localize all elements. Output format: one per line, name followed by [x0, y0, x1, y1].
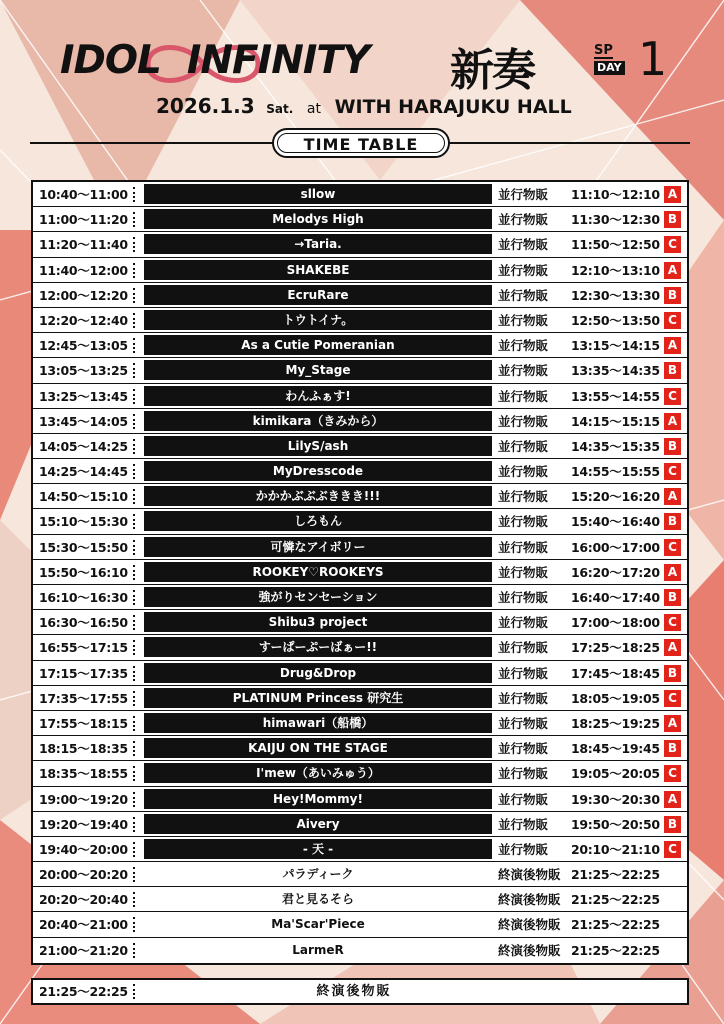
- merch-type: 並行物販: [498, 312, 549, 328]
- logo-sp: SP: [594, 43, 613, 58]
- logo-title: [60, 38, 369, 83]
- merch-time: 17:25～18:25: [571, 640, 660, 656]
- act-name: kimikara（きみから）: [144, 411, 492, 431]
- table-row: [33, 258, 687, 283]
- logo-day: DAY: [594, 61, 625, 75]
- performance-time: 11:00～11:20: [39, 212, 128, 228]
- row-separator: [133, 313, 135, 328]
- event-date: 2026.1.3: [156, 94, 255, 118]
- stage-badge: B: [664, 211, 681, 228]
- row-separator: [133, 615, 135, 630]
- section-title: [272, 128, 450, 158]
- stage-badge: A: [664, 262, 681, 279]
- merch-time: 14:15～15:15: [571, 413, 660, 429]
- act-name: As a Cutie Pomeranian: [144, 335, 492, 355]
- act-name: Drug&Drop: [144, 663, 492, 683]
- merch-time: 11:30～12:30: [571, 212, 660, 228]
- merch-time: 21:25～22:25: [571, 942, 660, 958]
- table-row: [33, 283, 687, 308]
- table-row: [33, 661, 687, 686]
- act-name: しろもん: [144, 511, 492, 531]
- section-title-inner-border: [277, 133, 445, 153]
- merch-type: 並行物販: [498, 640, 549, 656]
- merch-type: 並行物販: [498, 413, 549, 429]
- performance-time: 17:55～18:15: [39, 715, 128, 731]
- merch-time: 19:50～20:50: [571, 816, 660, 832]
- table-row: [33, 686, 687, 711]
- merch-time: 12:30～13:30: [571, 287, 660, 303]
- act-name: すーぱーぷーばぁー!!: [144, 637, 492, 657]
- table-row: [33, 585, 687, 610]
- stage-badge: A: [664, 488, 681, 505]
- row-separator: [133, 691, 135, 706]
- merch-type: 並行物販: [498, 841, 549, 857]
- stage-badge: B: [664, 665, 681, 682]
- act-name: LarmeR: [144, 940, 492, 960]
- performance-time: 11:40～12:00: [39, 262, 128, 278]
- merch-type: 終演後物販: [498, 892, 561, 908]
- merch-time: 13:35～14:35: [571, 363, 660, 379]
- stage-badge: B: [664, 438, 681, 455]
- merch-type: 並行物販: [498, 464, 549, 480]
- logo-text-idol: IDOL: [60, 38, 161, 83]
- merch-type: 並行物販: [498, 489, 549, 505]
- table-row: [33, 736, 687, 761]
- merch-time: 16:40～17:40: [571, 590, 660, 605]
- performance-time: 15:30～15:50: [39, 539, 128, 555]
- performance-time: 18:35～18:55: [39, 766, 128, 782]
- table-row: [33, 434, 687, 459]
- final-merch-row: [31, 978, 689, 1005]
- table-row: [33, 232, 687, 257]
- merch-time: 17:45～18:45: [571, 665, 660, 681]
- stage-badge: C: [664, 614, 681, 631]
- act-name: パラディーク: [144, 864, 492, 884]
- table-row: [33, 560, 687, 585]
- act-name: Melodys High: [144, 209, 492, 229]
- performance-time: 17:15～17:35: [39, 665, 128, 681]
- merch-time: 15:40～16:40: [571, 514, 660, 530]
- performance-time: 16:30～16:50: [39, 615, 128, 631]
- row-separator: [133, 842, 135, 857]
- merch-time: 19:05～20:05: [571, 766, 660, 782]
- act-name: PLATINUM Princess 研究生: [144, 688, 492, 708]
- logo-shinsou: 新奏: [450, 45, 534, 96]
- stage-badge: A: [664, 715, 681, 732]
- merch-type: 並行物販: [498, 665, 549, 681]
- performance-time: 20:20～20:40: [39, 892, 128, 908]
- act-name: →Taria.: [144, 234, 492, 254]
- table-row: [33, 761, 687, 786]
- merch-time: 18:25～19:25: [571, 715, 660, 731]
- row-separator: [133, 464, 135, 479]
- stage-badge: A: [664, 413, 681, 430]
- act-name: かかかぶぶぶききき!!!: [144, 486, 492, 506]
- table-row: [33, 887, 687, 912]
- merch-type: 終演後物販: [498, 942, 561, 958]
- performance-time: 15:10～15:30: [39, 514, 128, 530]
- merch-type: 並行物販: [498, 212, 549, 228]
- merch-time: 16:20～17:20: [571, 564, 660, 580]
- row-separator: [133, 917, 135, 932]
- table-row: [33, 787, 687, 812]
- row-separator: [133, 984, 135, 999]
- table-row: [33, 484, 687, 509]
- act-name: sllow: [144, 184, 492, 204]
- merch-time: 14:55～15:55: [571, 464, 660, 480]
- table-row: [33, 610, 687, 635]
- row-separator: [133, 817, 135, 832]
- stage-badge: A: [664, 337, 681, 354]
- merch-time: 13:55～14:55: [571, 388, 660, 404]
- performance-time: 16:10～16:30: [39, 590, 128, 605]
- performance-time: 10:40～11:00: [39, 187, 128, 202]
- stage-badge: C: [664, 765, 681, 782]
- merch-time: 17:00～18:00: [571, 615, 660, 631]
- performance-time: 14:05～14:25: [39, 438, 128, 454]
- merch-time: 18:05～19:05: [571, 690, 660, 706]
- act-name: LilyS/ash: [144, 436, 492, 456]
- row-separator: [133, 237, 135, 252]
- table-row: [33, 862, 687, 887]
- stage-badge: C: [664, 312, 681, 329]
- merch-time: 19:30～20:30: [571, 791, 660, 807]
- merch-type: 並行物販: [498, 741, 549, 757]
- row-separator: [133, 363, 135, 378]
- row-separator: [133, 565, 135, 580]
- act-name: Aivery: [144, 814, 492, 834]
- stage-badge: B: [664, 589, 681, 606]
- merch-time: 14:35～15:35: [571, 438, 660, 454]
- merch-time: 13:15～14:15: [571, 338, 660, 354]
- table-row: [33, 207, 687, 232]
- performance-time: 13:05～13:25: [39, 363, 128, 379]
- row-separator: [133, 716, 135, 731]
- merch-type: 並行物販: [498, 564, 549, 580]
- merch-type: 並行物販: [498, 287, 549, 303]
- merch-time: 11:50～12:50: [571, 237, 660, 253]
- row-separator: [133, 640, 135, 655]
- row-separator: [133, 489, 135, 504]
- row-separator: [133, 540, 135, 555]
- act-name: Ma'Scar'Piece: [144, 914, 492, 934]
- row-separator: [133, 212, 135, 227]
- row-separator: [133, 338, 135, 353]
- performance-time: 19:00～19:20: [39, 791, 128, 807]
- table-row: [33, 711, 687, 736]
- merch-type: 並行物販: [498, 338, 549, 354]
- merch-type: 並行物販: [498, 363, 549, 379]
- merch-time: 20:10～21:10: [571, 841, 660, 857]
- performance-time: 11:20～11:40: [39, 237, 128, 253]
- performance-time: 14:50～15:10: [39, 489, 128, 505]
- row-separator: [133, 892, 135, 907]
- merch-type: 並行物販: [498, 766, 549, 782]
- merch-type: 終演後物販: [498, 867, 561, 883]
- performance-time: 18:15～18:35: [39, 741, 128, 757]
- stage-badge: B: [664, 287, 681, 304]
- merch-type: 並行物販: [498, 590, 549, 605]
- row-separator: [133, 439, 135, 454]
- merch-type: 並行物販: [498, 791, 549, 807]
- event-weekday: Sat.: [266, 102, 294, 116]
- performance-time: 15:50～16:10: [39, 564, 128, 580]
- merch-type: 終演後物販: [498, 917, 561, 933]
- logo-text-infinity: INFINITY: [186, 38, 370, 83]
- table-row: [33, 938, 687, 963]
- stage-badge: A: [664, 186, 681, 203]
- row-separator: [133, 414, 135, 429]
- performance-time: 19:20～19:40: [39, 816, 128, 832]
- act-name: My_Stage: [144, 360, 492, 380]
- event-at: at: [306, 101, 321, 117]
- row-separator: [133, 263, 135, 278]
- table-row: [33, 409, 687, 434]
- table-row: [33, 182, 687, 207]
- stage-badge: B: [664, 513, 681, 530]
- table-row: [33, 358, 687, 383]
- merch-time: 16:00～17:00: [571, 539, 660, 555]
- act-name: - 天 -: [144, 839, 492, 859]
- act-name: わんふぁす!: [144, 386, 492, 406]
- act-name: 可憐なアイボリー: [144, 537, 492, 557]
- table-row: [33, 535, 687, 560]
- table-row: [33, 459, 687, 484]
- merch-type: 並行物販: [498, 187, 549, 202]
- row-separator: [133, 288, 135, 303]
- table-row: [33, 912, 687, 937]
- merch-time: 12:10～13:10: [571, 262, 660, 278]
- performance-time: 20:00～20:20: [39, 867, 128, 883]
- act-name: 君と見るそら: [144, 889, 492, 909]
- stage-badge: C: [664, 463, 681, 480]
- act-name: himawari（船橋）: [144, 713, 492, 733]
- performance-time: 13:45～14:05: [39, 413, 128, 429]
- stage-badge: B: [664, 362, 681, 379]
- performance-time: 12:45～13:05: [39, 338, 128, 354]
- performance-time: 13:25～13:45: [39, 388, 128, 404]
- logo-day-number: 1: [638, 32, 668, 86]
- act-name: Shibu3 project: [144, 612, 492, 632]
- row-separator: [133, 666, 135, 681]
- act-name: ROOKEY♡ROOKEYS: [144, 562, 492, 582]
- stage-badge: C: [664, 841, 681, 858]
- stage-badge: C: [664, 539, 681, 556]
- stage-badge: A: [664, 791, 681, 808]
- final-merch-label: 終演後物販: [316, 984, 392, 999]
- row-separator: [133, 943, 135, 958]
- stage-badge: C: [664, 388, 681, 405]
- row-separator: [133, 389, 135, 404]
- merch-type: 並行物販: [498, 388, 549, 404]
- merch-time: 15:20～16:20: [571, 489, 660, 505]
- table-row: [33, 509, 687, 534]
- row-separator: [133, 514, 135, 529]
- act-name: EcruRare: [144, 285, 492, 305]
- merch-type: 並行物販: [498, 438, 549, 454]
- merch-type: 並行物販: [498, 715, 549, 731]
- timetable: [31, 180, 689, 965]
- row-separator: [133, 187, 135, 202]
- stage-badge: B: [664, 740, 681, 757]
- stage-badge: C: [664, 236, 681, 253]
- stage-badge: A: [664, 564, 681, 581]
- performance-time: 17:35～17:55: [39, 690, 128, 706]
- merch-type: 並行物販: [498, 262, 549, 278]
- table-row: [33, 384, 687, 409]
- table-row: [33, 812, 687, 837]
- event-date-venue: [156, 94, 572, 118]
- stage-badge: C: [664, 690, 681, 707]
- act-name: Hey!Mommy!: [144, 789, 492, 809]
- performance-time: 14:25～14:45: [39, 464, 128, 480]
- act-name: SHAKEBE: [144, 260, 492, 280]
- merch-time: 21:25～22:25: [571, 917, 660, 933]
- merch-time: 11:10～12:10: [571, 187, 660, 202]
- row-separator: [133, 741, 135, 756]
- event-logo: [58, 32, 668, 96]
- act-name: I'mew（あいみゅう）: [144, 763, 492, 783]
- performance-time: 16:55～17:15: [39, 640, 128, 656]
- table-row: [33, 308, 687, 333]
- event-venue: WITH HARAJUKU HALL: [334, 96, 572, 118]
- merch-time: 18:45～19:45: [571, 741, 660, 757]
- stage-badge: A: [664, 639, 681, 656]
- merch-time: 21:25～22:25: [571, 867, 660, 883]
- final-merch-time: 21:25～22:25: [39, 984, 128, 999]
- act-name: KAIJU ON THE STAGE: [144, 738, 492, 758]
- row-separator: [133, 590, 135, 605]
- act-name: トウトイナ。: [144, 310, 492, 330]
- row-separator: [133, 792, 135, 807]
- merch-type: 並行物販: [498, 690, 549, 706]
- merch-type: 並行物販: [498, 539, 549, 555]
- act-name: 強がりセンセーション: [144, 587, 492, 607]
- merch-type: 並行物販: [498, 237, 549, 253]
- merch-type: 並行物販: [498, 514, 549, 530]
- merch-type: 並行物販: [498, 615, 549, 631]
- act-name: MyDresscode: [144, 461, 492, 481]
- merch-time: 21:25～22:25: [571, 892, 660, 908]
- performance-time: 12:00～12:20: [39, 287, 128, 303]
- performance-time: 20:40～21:00: [39, 917, 128, 933]
- table-row: [33, 333, 687, 358]
- merch-time: 12:50～13:50: [571, 312, 660, 328]
- merch-type: 並行物販: [498, 816, 549, 832]
- row-separator: [133, 766, 135, 781]
- row-separator: [133, 867, 135, 882]
- performance-time: 12:20～12:40: [39, 312, 128, 328]
- performance-time: 21:00～21:20: [39, 942, 128, 958]
- section-title-text: TIME TABLE: [303, 135, 419, 154]
- stage-badge: B: [664, 816, 681, 833]
- table-row: [33, 837, 687, 862]
- performance-time: 19:40～20:00: [39, 841, 128, 857]
- table-row: [33, 635, 687, 660]
